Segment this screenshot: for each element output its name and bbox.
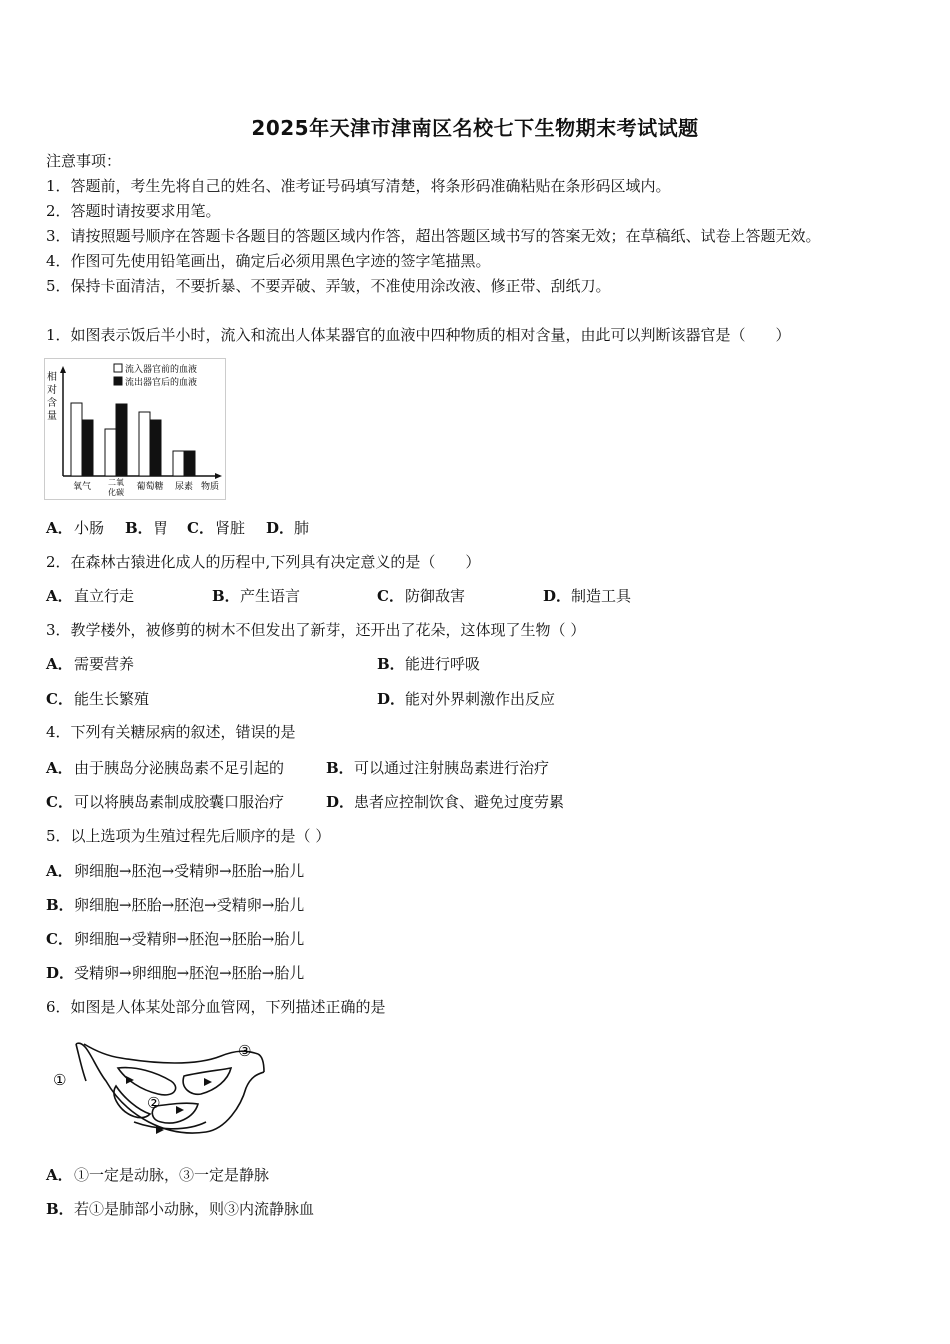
page-title: 2025年天津市津南区名校七下生物期末考试试题 — [251, 116, 699, 140]
blood-vessel-figure — [46, 1036, 276, 1148]
option-key: A． — [46, 519, 73, 537]
question-2-stem: 2．在森林古猿进化成人的历程中,下列具有决定意义的是（ ） — [46, 553, 481, 571]
option-text: 直立行走 — [74, 587, 135, 605]
y-axis-label-char: 相 — [47, 372, 57, 383]
option-text: 产生语言 — [240, 587, 301, 605]
option-key: C． — [377, 587, 404, 605]
label-1: ① — [53, 1071, 67, 1089]
question-6-stem: 6．如图是人体某处部分血管网，下列描述正确的是 — [46, 998, 386, 1016]
legend — [114, 363, 197, 388]
option-text: 需要营养 — [74, 655, 135, 673]
label-2: ② — [147, 1094, 161, 1112]
option-text: 卵细胞→受精卵→胚泡→胚胎→胎儿 — [74, 930, 305, 948]
option-text: 胃 — [153, 519, 169, 537]
option-text: 防御敌害 — [405, 587, 466, 605]
capillary-loop — [114, 1086, 150, 1118]
option-key: D． — [326, 793, 355, 811]
bars — [71, 403, 195, 476]
option-key: B． — [326, 759, 354, 777]
bar-二氧化碳-inflow — [105, 429, 116, 476]
notice-item: 5．保持卡面清洁，不要折暴、不要弄破、弄皱，不准使用涂改液、修正带、刮纸刀。 — [46, 277, 611, 295]
category-label: 二氧 — [108, 478, 124, 487]
option-text: 患者应控制饮食、避免过度劳累 — [354, 793, 565, 811]
notice-item: 1．答题前，考生先将自己的姓名、准考证号码填写清楚，将条形码准确粘贴在条形码区域内。 — [46, 177, 671, 195]
flow-arrow-icon — [204, 1078, 212, 1086]
option-key: A． — [46, 655, 73, 673]
option-key: D． — [377, 690, 406, 708]
flow-arrow-icon — [176, 1106, 184, 1114]
vessel-outer-upper — [84, 1044, 258, 1063]
option-text: 可以通过注射胰岛素进行治疗 — [354, 759, 550, 777]
category-label: 氧气 — [72, 482, 92, 492]
category-label: 葡萄糖 — [136, 482, 164, 492]
label-3: ③ — [238, 1042, 252, 1060]
option-key: B． — [125, 519, 153, 537]
legend-swatch — [114, 377, 122, 385]
question-4-stem: 4．下列有关糖尿病的叙述，错误的是 — [46, 723, 296, 741]
option-key: B． — [46, 1200, 74, 1218]
option-text: 卵细胞→胚胎→胚泡→受精卵→胎儿 — [74, 896, 305, 914]
y-axis-label-char: 量 — [47, 411, 57, 422]
x-axis-arrow — [215, 473, 222, 479]
y-axis-label — [47, 370, 57, 422]
bar-氧气-inflow — [71, 403, 82, 476]
option-text: 肺 — [294, 519, 310, 537]
bar-chart — [44, 358, 226, 500]
option-text: 能对外界刺激作出反应 — [405, 690, 556, 708]
question-5-stem: 5．以上选项为生殖过程先后顺序的是（ ） — [46, 827, 331, 845]
bar-尿素-outflow — [184, 451, 195, 476]
legend-label: 流入器官前的血液 — [125, 365, 198, 375]
option-key: D． — [543, 587, 572, 605]
option-text: 能进行呼吸 — [405, 655, 481, 673]
x-axis-label: 物质 — [200, 482, 220, 492]
vessel-network-svg — [46, 1036, 276, 1148]
y-axis-label-char: 对 — [47, 385, 57, 396]
option-key: A． — [46, 759, 73, 777]
notice-item: 2．答题时请按要求用笔。 — [46, 202, 221, 220]
option-key: B． — [46, 896, 74, 914]
notice-heading: 注意事项： — [46, 152, 122, 170]
y-axis-arrow — [60, 366, 66, 373]
vessel-outer-lower — [76, 1043, 264, 1133]
option-text: 可以将胰岛素制成胶囊口服治疗 — [74, 793, 285, 811]
bar-chart-svg — [44, 358, 226, 500]
category-labels — [73, 477, 193, 497]
legend-label: 流出器官后的血液 — [125, 378, 198, 388]
bar-尿素-inflow — [173, 451, 184, 476]
option-text: 肾脏 — [215, 519, 246, 537]
option-key: A． — [46, 1166, 73, 1184]
notice-item: 4．作图可先使用铅笔画出，确定后必须用黑色字迹的签字笔描黑。 — [46, 252, 491, 270]
bar-氧气-outflow — [82, 420, 93, 476]
option-text: 小肠 — [74, 519, 105, 537]
option-key: D． — [46, 964, 75, 982]
option-text: ①一定是动脉，③一定是静脉 — [74, 1166, 270, 1184]
option-text: 能生长繁殖 — [74, 690, 150, 708]
bar-葡萄糖-inflow — [139, 412, 150, 476]
option-text: 由于胰岛分泌胰岛素不足引起的 — [74, 759, 285, 777]
bar-二氧化碳-outflow — [116, 404, 127, 476]
category-label: 化碳 — [108, 488, 124, 497]
option-key: C． — [46, 930, 73, 948]
legend-swatch — [114, 364, 122, 372]
option-text: 制造工具 — [571, 587, 632, 605]
option-key: B． — [212, 587, 240, 605]
notice-item: 3．请按照题号顺序在答题卡各题目的答题区域内作答，超出答题区域书写的答案无效；在草稿纸、试卷上答题无效。 — [46, 227, 821, 245]
question-1-stem: 1．如图表示饭后半小时，流入和流出人体某器官的血液中四种物质的相对含量，由此可以判断该器官是（ ） — [46, 326, 791, 344]
category-label: 尿素 — [174, 482, 194, 492]
y-axis-label-char: 含 — [47, 398, 57, 409]
bar-葡萄糖-outflow — [150, 420, 161, 476]
option-text: 卵细胞→胚泡→受精卵→胚胎→胎儿 — [74, 862, 305, 880]
option-key: C． — [46, 793, 73, 811]
option-key: C． — [187, 519, 214, 537]
option-key: D． — [266, 519, 295, 537]
option-key: A． — [46, 862, 73, 880]
vein-end — [258, 1054, 264, 1072]
artery-wall — [76, 1044, 86, 1081]
option-key: B． — [377, 655, 405, 673]
option-key: A． — [46, 587, 73, 605]
option-text: 若①是肺部小动脉，则③内流静脉血 — [74, 1200, 315, 1218]
option-key: C． — [46, 690, 73, 708]
question-3-stem: 3．教学楼外，被修剪的树木不但发出了新芽，还开出了花朵，这体现了生物（ ） — [46, 621, 586, 639]
option-text: 受精卵→卵细胞→胚泡→胚胎→胎儿 — [74, 964, 305, 982]
